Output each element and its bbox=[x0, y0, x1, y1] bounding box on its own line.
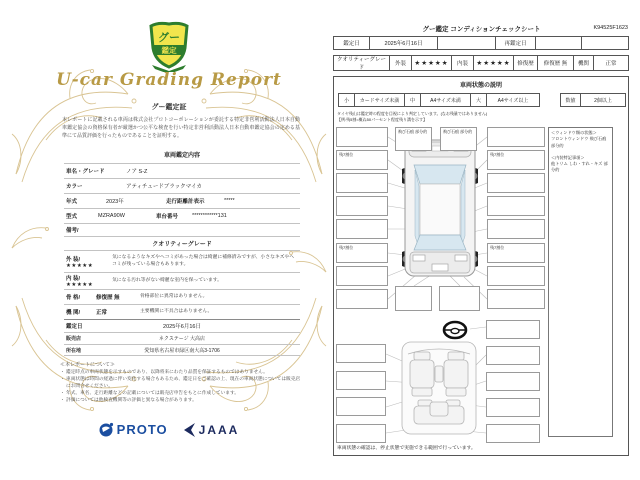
table-row bbox=[64, 319, 300, 332]
steering-wheel-icon bbox=[442, 320, 468, 340]
bullet: ・ bbox=[60, 376, 65, 382]
certificate-intro: 本レポートに記載される車両は株式会社プロトコーポレーションが委託する特定非営利活動法人日本自動車鑑定協会の資格保有者が厳選かつ公平な検査を行い特定非営利活動法人日本自動車鑑定協会の定める基準にて品質評価を行ったものであることを証明する。 bbox=[62, 117, 300, 139]
about-item bbox=[60, 397, 302, 404]
condition-diagram-area bbox=[334, 77, 628, 455]
grade-desc: 気になる汚れ等がない綺麗な室内を保っています。 bbox=[112, 277, 222, 283]
interior-stars: ★★★★★ bbox=[66, 282, 94, 288]
appraisal-date-table bbox=[333, 36, 629, 50]
field-label: 所在地 bbox=[66, 347, 82, 354]
size-medium-desc: A4サイズ未満 bbox=[421, 94, 471, 106]
interior-left-label-box bbox=[336, 397, 386, 416]
emblem-kantei-text: 鑑定 bbox=[161, 46, 177, 55]
field-label: 走行距離計表示 bbox=[166, 199, 205, 205]
field-value: 修復歴 無 bbox=[96, 295, 120, 301]
exterior-right-label-box bbox=[487, 289, 545, 309]
jaaa-logo bbox=[184, 423, 240, 437]
interior-stars: ★★★★★ bbox=[474, 56, 514, 70]
appraisal-date-label: 鑑定日 bbox=[334, 37, 370, 49]
field-value: 2025年6月16日 bbox=[163, 324, 201, 330]
field-label: 型式 bbox=[66, 214, 78, 220]
count-label: 数値 bbox=[561, 94, 581, 106]
grade-section-title bbox=[64, 236, 300, 250]
notes-panel bbox=[548, 127, 613, 437]
window-state-note: フロントウィンドウ 飛び石痕 部分的 bbox=[551, 136, 607, 148]
field-label: 鑑定日 bbox=[66, 324, 83, 330]
exterior-left-label-box bbox=[336, 266, 388, 286]
empty-cell bbox=[438, 37, 496, 49]
exterior-right-label-box bbox=[487, 173, 545, 193]
quality-grade-label: クオリティーグレード bbox=[334, 56, 390, 70]
condition-section-title: 車両状態の説明 bbox=[459, 83, 502, 89]
interior-left-label-box bbox=[336, 371, 386, 390]
about-item-text: 評価については他検査機関等の評価と異なる場合があります。 bbox=[66, 396, 197, 402]
field-value: ネクステージ 大高店 bbox=[158, 336, 206, 342]
proto-globe-icon bbox=[99, 422, 114, 437]
grade-section-title-text: クオリティーグレード bbox=[152, 242, 212, 248]
emblem-goo-text: グー bbox=[158, 32, 180, 44]
size-medium-label: 中 bbox=[405, 94, 421, 106]
exterior-label: 外装 bbox=[390, 56, 412, 70]
field-value: ***** bbox=[224, 198, 235, 204]
exterior-right-label-box bbox=[487, 196, 545, 216]
sheet-serial-number: K94525F1623 bbox=[593, 25, 628, 31]
field-label: カラー bbox=[66, 184, 83, 190]
exterior-left-label-box: 残7割位 bbox=[336, 150, 388, 170]
bullet: ・ bbox=[60, 396, 65, 402]
goo-kantei-emblem bbox=[145, 20, 193, 72]
vehicle-appraisal-table bbox=[64, 150, 300, 356]
field-value: アティチュードブラックマイカ bbox=[126, 184, 202, 190]
field-label: 外 装/ bbox=[66, 256, 81, 263]
vehicle-section-title: 車両鑑定内容 bbox=[163, 153, 200, 159]
exterior-right-label-box: 残7割位 bbox=[487, 243, 545, 263]
exterior-right-label-box bbox=[487, 219, 545, 239]
field-label: 車台番号 bbox=[156, 214, 179, 220]
condition-check-sheet bbox=[333, 24, 630, 458]
exterior-bottom-label-box bbox=[395, 286, 432, 311]
exterior-right-label-box bbox=[487, 127, 545, 147]
reappraisal-date-label: 再鑑定日 bbox=[496, 37, 536, 49]
bullet: ・ bbox=[60, 369, 65, 375]
table-row bbox=[64, 332, 300, 344]
about-item bbox=[60, 376, 302, 390]
exterior-left-label-box bbox=[336, 127, 388, 147]
table-row bbox=[64, 304, 300, 319]
exterior-left-label-box bbox=[336, 196, 388, 216]
jaaa-flag-icon bbox=[184, 423, 196, 437]
exterior-left-label-box bbox=[336, 173, 388, 193]
table-row bbox=[64, 344, 300, 356]
grade-cell bbox=[66, 274, 112, 288]
exterior-left-label-box bbox=[336, 219, 388, 239]
tire-note-line2: 【例:残5割=概ね50パーセント程度残り溝を示す】 bbox=[337, 117, 428, 122]
field-value: MZRA90W bbox=[98, 213, 125, 219]
interior-right-label-box bbox=[486, 424, 540, 443]
engine-label: 機関 bbox=[574, 56, 594, 70]
field-value: 正常 bbox=[96, 310, 108, 316]
table-row bbox=[64, 250, 300, 272]
exterior-left-label-box bbox=[336, 289, 388, 309]
grade-desc: 主要機関に不具合はありません。 bbox=[140, 308, 213, 314]
count-desc: 2個以上 bbox=[594, 97, 612, 104]
table-row bbox=[64, 178, 300, 193]
appraisal-date-value: 2025年6月16日 bbox=[370, 37, 438, 49]
exterior-top-label-box: 飛び石痕 部分的 bbox=[395, 127, 432, 151]
bullet: ・ bbox=[60, 389, 65, 395]
about-item-text: 鑑定時点の車両状態を示すものであり、以降将来にわたり品質を保証するものではありません。 bbox=[66, 369, 268, 375]
certifier-logos bbox=[8, 422, 330, 437]
reappraisal-date-value bbox=[536, 37, 582, 49]
about-report-section bbox=[60, 362, 302, 403]
exterior-stars: ★★★★★ bbox=[66, 262, 94, 269]
size-small-label: 小 bbox=[339, 94, 355, 106]
inspection-scope-note: 車両状態の確認は、停止状態で実施できる範囲で行っています。 bbox=[337, 446, 476, 451]
quality-grade-table bbox=[333, 55, 629, 71]
field-label: 内 装/ bbox=[66, 276, 81, 282]
field-value: ************131 bbox=[192, 213, 227, 219]
repair-history-value: 修復歴 無 bbox=[538, 56, 574, 70]
table-row bbox=[64, 289, 300, 304]
exterior-left-label-box: 残7割位 bbox=[336, 243, 388, 263]
about-item-text: 年式、車名、走行距離などの記載については販売店申告をもとに作成しています。 bbox=[66, 389, 239, 395]
field-label: 車名・グレード bbox=[66, 169, 105, 175]
exterior-top-label-box: 飛び石痕 部分的 bbox=[440, 127, 477, 151]
interior-notes-note: 他トリム しわ・すれ・キズ 部分的 bbox=[551, 161, 608, 173]
window-state-title: ＜ウィンドウ類の状態＞ bbox=[551, 130, 597, 135]
grade-desc: 骨格部位に異常はありません。 bbox=[140, 293, 208, 299]
size-large-label: 大 bbox=[471, 94, 487, 106]
interior-right-label-box bbox=[486, 320, 540, 339]
tire-note-line1: タイヤ残山は鑑定時の程度を目視により判定しています。(なお残量ではありません) bbox=[337, 111, 488, 116]
jaaa-logo-text: JAAA bbox=[198, 422, 240, 437]
grade-desc: 気になるようなキズやヘコミがあった場合は綺麗に補修済みですが、小さなキズやヘコミが残っている場合もあります。 bbox=[112, 255, 295, 267]
field-label: 販売店 bbox=[66, 336, 82, 342]
table-row bbox=[64, 223, 300, 236]
grade-cell bbox=[66, 255, 112, 269]
field-value: 愛知県名古屋市緑区南大高3-1706 bbox=[144, 347, 220, 354]
interior-label: 内装 bbox=[452, 56, 474, 70]
table-row bbox=[64, 163, 300, 178]
exterior-right-label-box: 残7割位 bbox=[487, 150, 545, 170]
table-row bbox=[64, 272, 300, 289]
proto-logo-text: PROTO bbox=[116, 422, 168, 437]
certificate-label: グー鑑定証 bbox=[151, 104, 187, 111]
engine-value: 正常 bbox=[605, 61, 617, 67]
exterior-stars: ★★★★★ bbox=[412, 56, 452, 70]
about-title: ≪本レポートについて≫ bbox=[60, 362, 115, 368]
interior-right-label-box bbox=[486, 398, 540, 417]
exterior-bottom-label-box bbox=[439, 286, 480, 311]
sheet-title: グー鑑定 コンディションチェックシート bbox=[422, 26, 541, 33]
field-label: 年式 bbox=[66, 199, 78, 205]
repair-history-label: 修復歴 bbox=[514, 56, 538, 70]
empty-cell bbox=[582, 37, 628, 49]
car-top-view-diagram bbox=[402, 138, 478, 278]
table-row bbox=[64, 193, 300, 208]
about-item-text: 車両状態は時間の経過に伴い変化する場合もあるため、鑑定日をご確認の上、現在の車両状態については販売店にお問合せください。 bbox=[66, 376, 301, 388]
exterior-right-label-box bbox=[487, 266, 545, 286]
size-large-desc: A4サイズ以上 bbox=[497, 97, 529, 104]
field-label: 機 関/ bbox=[66, 310, 81, 316]
field-label: 備考/ bbox=[66, 228, 79, 234]
table-row bbox=[64, 208, 300, 223]
about-item bbox=[60, 390, 302, 397]
field-label: 骨 格/ bbox=[66, 295, 81, 301]
vehicle-condition-section bbox=[333, 76, 629, 456]
interior-left-label-box bbox=[336, 424, 386, 443]
cabin-interior-diagram bbox=[400, 338, 478, 438]
proto-logo bbox=[99, 422, 168, 437]
interior-right-label-box bbox=[486, 372, 540, 391]
field-value: ノア S-Z bbox=[126, 169, 148, 175]
interior-notes-title: ＜内装特記事項＞ bbox=[551, 154, 585, 160]
size-small-desc: カードサイズ未満 bbox=[355, 94, 405, 106]
interior-right-label-box bbox=[486, 346, 540, 365]
field-value: 2023年 bbox=[106, 199, 124, 205]
certificate-page bbox=[8, 8, 330, 472]
interior-left-label-box bbox=[336, 344, 386, 363]
report-title: U-car Grading Report bbox=[56, 70, 282, 90]
